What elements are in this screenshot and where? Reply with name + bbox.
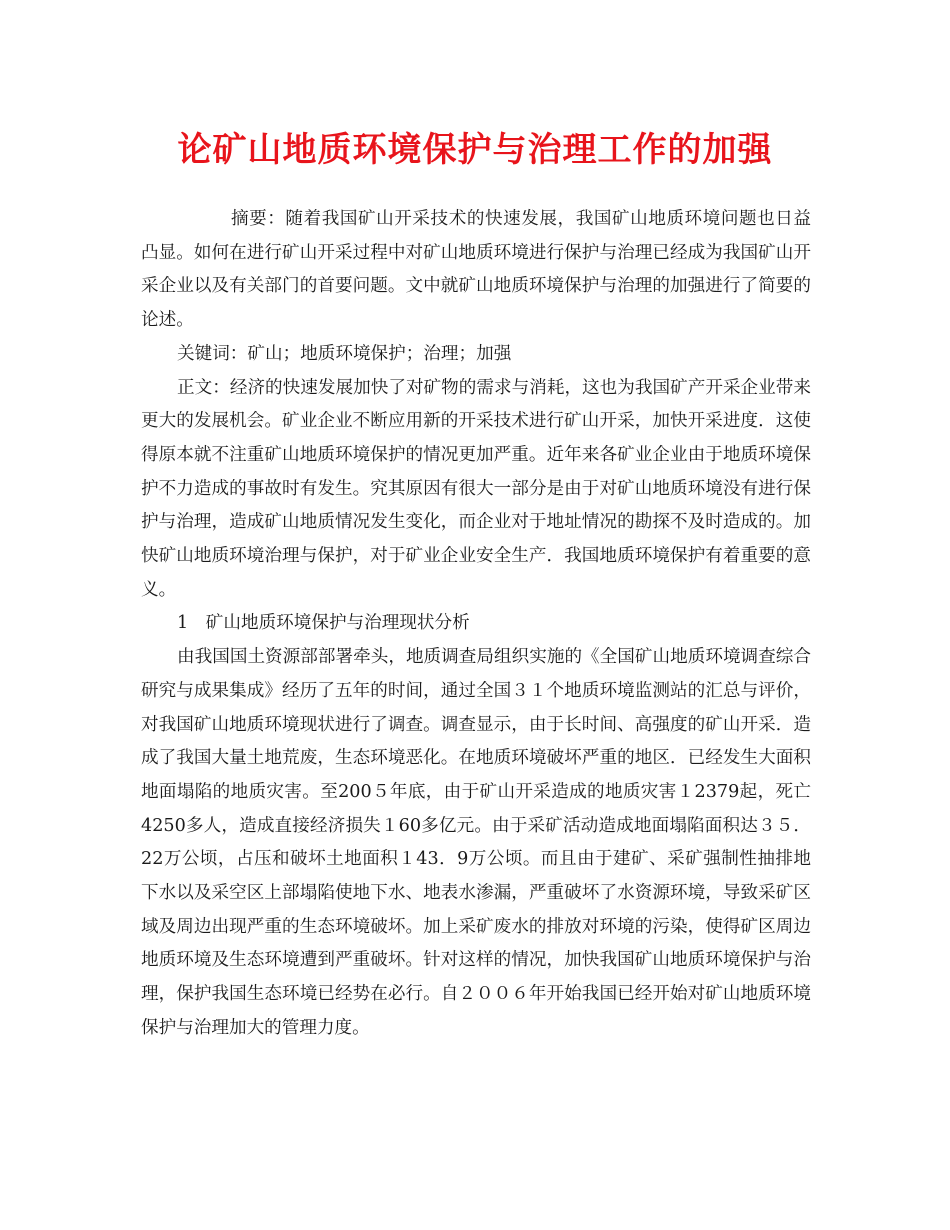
- section-heading: 1 矿山地质环境保护与治理现状分析: [177, 613, 470, 634]
- section-paragraph: 由我国国土资源部部署牵头，地质调查局组织实施的《全国矿山地质环境调查综合研究与成果集成》经历了五年的时间，通过全国３１个地质环境监测站的汇总与评价，对我国矿山地质环境现状进行了调查。调查显示，由于长时间、高强度的矿山开采．造成了我国大量土地荒废，生态环境恶化。在地质环境破坏严重的地区．已经发生大面积地面塌陷的地质灾害。至200５年底，由于矿山开采造成的地质灾害１2379起，死亡4250多人，造成直接经济损失１60多亿元。由于采矿活动造成地面塌陷面积达３５．22万公顷，占压和破坏土地面积１43．9万公顷。而且由于建矿、采矿强制性抽排地下水以及采空区上部塌陷使地下水、地表水渗漏，严重破坏了水资源环境，导致采矿区域及周边出现严重的生态环境破坏。加上采矿废水的排放对环境的污染，使得矿区周边地质环境及生态环境遭到严重破坏。针对这样的情况，加快我国矿山地质环境保护与治理，保护我国生态环境已经势在必行。自２００６年开始我国已经开始对矿山地质环境保护与治理加大的管理力度。: [141, 647, 811, 1038]
- main-text-paragraph: 正文：经济的快速发展加快了对矿物的需求与消耗，这也为我国矿产开采企业带来更大的发展机会。矿业企业不断应用新的开采技术进行矿山开采，加快开采进度．这使得原本就不注重矿山地质环境保护的情况更加严重。近年来各矿业企业由于地质环境保护不力造成的事故时有发生。究其原因有很大一部分是由于对矿山地质环境没有进行保护与治理，造成矿山地质情况发生变化，而企业对于地址情况的勘探不及时造成的。加快矿山地质环境治理与保护，对于矿业企业安全生产．我国地质环境保护有着重要的意义。: [141, 377, 811, 600]
- document-title: 论矿山地质环境保护与治理工作的加强: [177, 130, 773, 170]
- keywords-paragraph: 关键词：矿山；地质环境保护；治理；加强: [177, 343, 512, 364]
- document-body: [141, 203, 811, 1046]
- abstract-paragraph: 摘要：随着我国矿山开采技术的快速发展，我国矿山地质环境问题也日益凸显。如何在进行矿山开采过程中对矿山地质环境进行保护与治理已经成为我国矿山开采企业以及有关部门的首要问题。文中就矿山地质环境保护与治理的加强进行了简要的论述。: [141, 209, 811, 331]
